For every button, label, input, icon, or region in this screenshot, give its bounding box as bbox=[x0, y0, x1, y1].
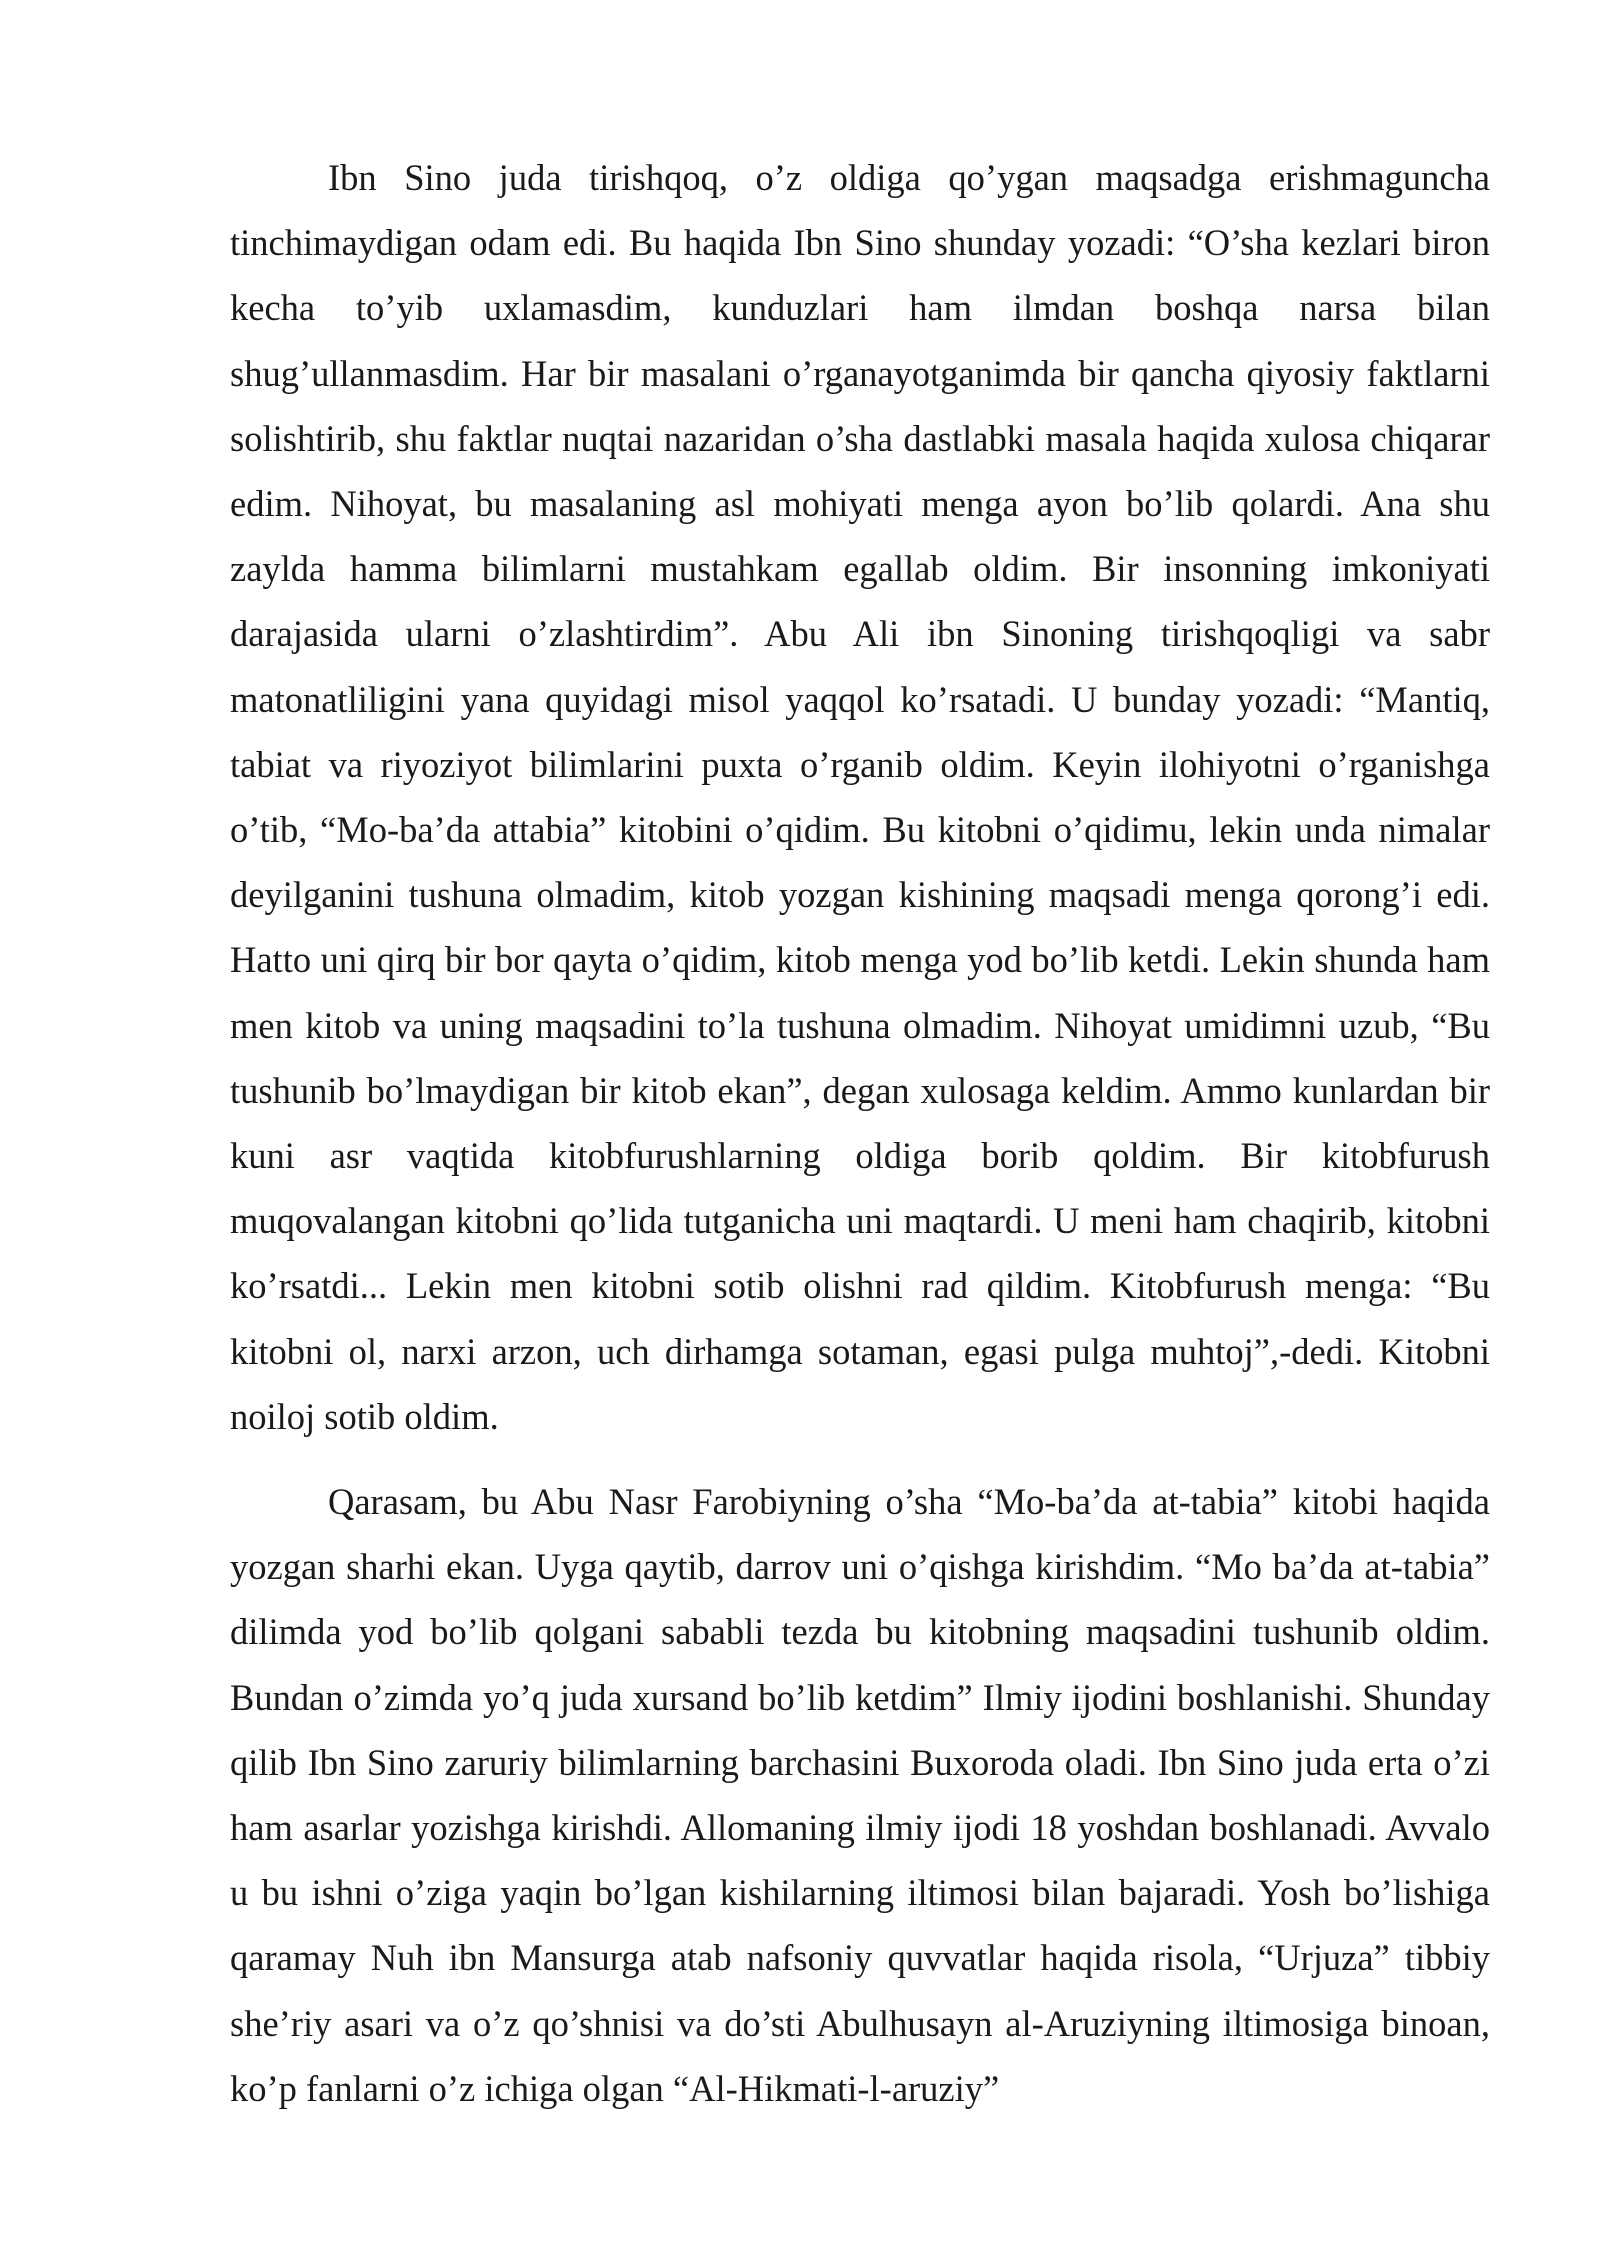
body-paragraph-2: Qarasam, bu Abu Nasr Farobiyning o’sha “Mo-ba’da at-tabia” kitobi haqida yozgan sharhi ekan. Uyga qaytib, darrov uni o’qishga kirishdim. “Mo ba’da at-tabia” dilimda yod bo’lib qolgani sababli tezda bu kitobning maqsadini tushunib oldim. Bundan o’zimda yo’q juda xursand bo’lib ketdim” Ilmiy ijodini boshlanishi. Shunday qilib Ibn Sino zaruriy bilimlarning barchasini Buxoroda oladi. Ibn Sino juda erta o’zi ham asarlar yozishga kirishdi. Allomaning ilmiy ijodi 18 yoshdan boshlanadi. Avvalo u bu ishni o’ziga yaqin bo’lgan kishilarning iltimosi bilan bajaradi. Yosh bo’lishiga qaramay Nuh ibn Mansurga atab nafsoniy quvvatlar haqida risola, “Urjuza” tibbiy she’riy asari va o’z qo’shnisi va do’sti Abulhusayn al-Aruziyning iltimosiga binoan, ko’p fanlarni o’z ichiga olgan “Al-Hikmati-l-aruziy” bbox=[230, 1481, 1490, 2109]
document-page bbox=[230, 145, 1490, 2121]
body-paragraph-1: Ibn Sino juda tirishqoq, o’z oldiga qo’ygan maqsadga erishmaguncha tinchimaydigan odam edi. Bu haqida Ibn Sino shunday yozadi: “O’sha kezlari biron kecha to’yib uxlamasdim, kunduzlari ham ilmdan boshqa narsa bilan shug’ullanmasdim. Har bir masalani o’rganayotganimda bir qancha qiyosiy faktlarni solishtirib, shu faktlar nuqtai nazaridan o’sha dastlabki masala haqida xulosa chiqarar edim. Nihoyat, bu masalaning asl mohiyati menga ayon bo’lib qolardi. Ana shu zaylda hamma bilimlarni mustahkam egallab oldim. Bir insonning imkoniyati darajasida ularni o’zlashtirdim”. Abu Ali ibn Sinoning tirishqoqligi va sabr matonatliligini yana quyidagi misol yaqqol ko’rsatadi. U bunday yozadi: “Mantiq, tabiat va riyoziyot bilimlarini puxta o’rganib oldim. Keyin ilohiyotni o’rganishga o’tib, “Mo-ba’da attabia” kitobini o’qidim. Bu kitobni o’qidimu, lekin unda nimalar deyilganini tushuna olmadim, kitob yozgan kishining maqsadi menga qorong’i edi. Hatto uni qirq bir bor qayta o’qidim, kitob menga yod bo’lib ketdi. Lekin shunda ham men kitob va uning maqsadini to’la tushuna olmadim. Nihoyat umidimni uzub, “Bu tushunib bo’lmaydigan bir kitob ekan”, degan xulosaga keldim. Ammo kunlardan bir kuni asr vaqtida kitobfurushlarning oldiga borib qoldim. Bir kitobfurush muqovalangan kitobni qo’lida tutganicha uni maqtardi. U meni ham chaqirib, kitobni ko’rsatdi... Lekin men kitobni sotib olishni rad qildim. Kitobfurush menga: “Bu kitobni ol, narxi arzon, uch dirhamga sotaman, egasi pulga muhtoj”,-dedi. Kitobni noiloj sotib oldim. bbox=[230, 157, 1490, 1437]
